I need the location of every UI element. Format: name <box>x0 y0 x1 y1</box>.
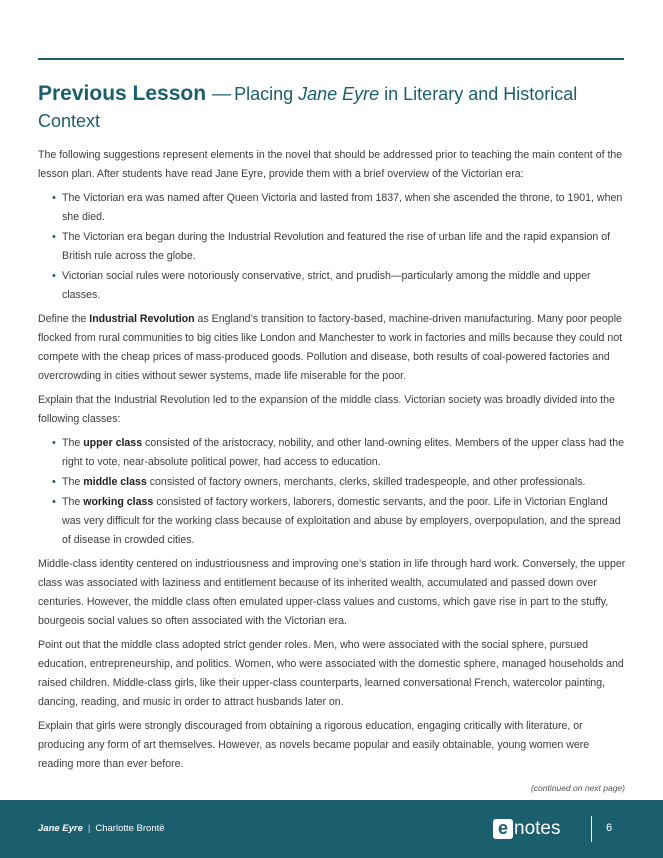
classes-intro-paragraph: Explain that the Industrial Revolution led to the expansion of the middle class. Victorian society was broadly divided into the following classes: <box>38 394 615 425</box>
industrial-pre: Define the <box>38 313 90 325</box>
list-item <box>38 493 626 550</box>
class-pre: The <box>62 476 84 488</box>
class-term: working class <box>83 496 154 508</box>
list-item-text: Victorian social rules were notoriously conservative, strict, and prudish—particularly among the middle and upper classes. <box>62 270 591 301</box>
class-post: consisted of factory owners, merchants, clerks, skilled tradespeople, and other professionals. <box>146 476 586 488</box>
footer-book-info <box>38 823 165 834</box>
middle-class-paragraph: Middle-class identity centered on industriousness and improving one’s station in life through hard work. Conversely, the upper class was associated with laziness and entitlement because of its inherited wealth, accumulated and passed down over centuries. However, the middle class often emulated upper-class values and customs, which gave rise in part to the stuffy, bourgeois social values so often associated with the Victorian era. <box>38 558 626 627</box>
footer-author: Charlotte Brontë <box>95 823 165 834</box>
bullet-icon: • <box>52 270 56 282</box>
footer <box>0 800 663 858</box>
industrial-post: as England’s transition to factory-based, machine-driven manufacturing. Many poor people flocked from rural communities to big cities like London and Manchester to work in factories and mills because they could not compete with the cheap prices of mass-produced goods. Pollution and disease, both results of coal-powered factories and overcrowding in cities without sewer systems, made life miserable for the poor. <box>38 313 623 382</box>
title-dash: — <box>212 84 232 105</box>
classes-list <box>38 434 626 550</box>
page-number: 6 <box>606 822 613 834</box>
enotes-e-icon: e <box>493 819 513 839</box>
class-pre: The <box>62 437 84 449</box>
top-rule <box>38 58 624 60</box>
class-pre: The <box>62 496 84 508</box>
list-item-text: The Victorian era was named after Queen Victoria and lasted from 1837, when she ascended the throne, to 1901, when she died. <box>62 192 623 223</box>
industrial-paragraph <box>38 310 626 386</box>
bullet-icon: • <box>52 476 56 488</box>
page-title <box>38 80 624 135</box>
title-sub-post: in Literary and Historical Context <box>38 84 578 131</box>
class-post: consisted of factory workers, laborers, domestic servants, and the poor. Life in Victorian England was very difficult for the working class because of exploitation and abuse by employers, overpopulation, and the spread of disease in crowded cities. <box>62 496 621 546</box>
enotes-wordmark: notes <box>514 818 561 839</box>
list-item <box>38 434 626 472</box>
class-term: upper class <box>83 437 143 449</box>
bullet-icon: • <box>52 437 56 449</box>
footer-divider <box>591 816 592 842</box>
list-item-text: The Victorian era began during the Industrial Revolution and featured the rise of urban life and the rapid expansion of British rule across the globe. <box>62 231 611 262</box>
continued-note: (continued on next page) <box>530 783 625 793</box>
intro-paragraph: The following suggestions represent elements in the novel that should be addressed prior to teaching the main content of the lesson plan. After students have read Jane Eyre, provide them with a brief overview of the Victorian era: <box>38 149 623 180</box>
class-post: consisted of the aristocracy, nobility, and other land-owning elites. Members of the upper class had the right to vote, near-absolute political power, had access to education. <box>62 437 624 468</box>
list-item <box>38 189 626 227</box>
list-item <box>38 473 626 492</box>
bullet-icon: • <box>52 192 56 204</box>
industrial-term: Industrial Revolution <box>89 313 195 325</box>
bullet-icon: • <box>52 231 56 243</box>
girls-education-paragraph: Explain that girls were strongly discouraged from obtaining a rigorous education, engaging critically with literature, or producing any form of art themselves. However, as novels became popular and easily obtainable, young women were reading more than ever before. <box>38 720 590 770</box>
class-term: middle class <box>83 476 147 488</box>
title-sub-italic: Jane Eyre <box>298 84 380 104</box>
title-strong: Previous Lesson <box>38 82 207 105</box>
enotes-logo <box>493 817 560 841</box>
gender-roles-paragraph: Point out that the middle class adopted strict gender roles. Men, who were associated with the social sphere, pursued education, entrepreneurship, and politics. Women, who were associated with the domestic sphere, managed households and raised children. Middle-class girls, like their upper-class counterparts, learned conversational French, watercolor painting, dancing, reading, and music in order to attract husbands later on. <box>38 639 624 708</box>
title-sub-pre: Placing <box>234 84 299 104</box>
body-content <box>38 146 626 779</box>
list-item <box>38 267 626 305</box>
footer-separator: | <box>87 823 91 834</box>
footer-book-title: Jane Eyre <box>38 823 83 834</box>
victorian-era-list <box>38 189 626 305</box>
bullet-icon: • <box>52 496 56 508</box>
list-item <box>38 228 626 266</box>
